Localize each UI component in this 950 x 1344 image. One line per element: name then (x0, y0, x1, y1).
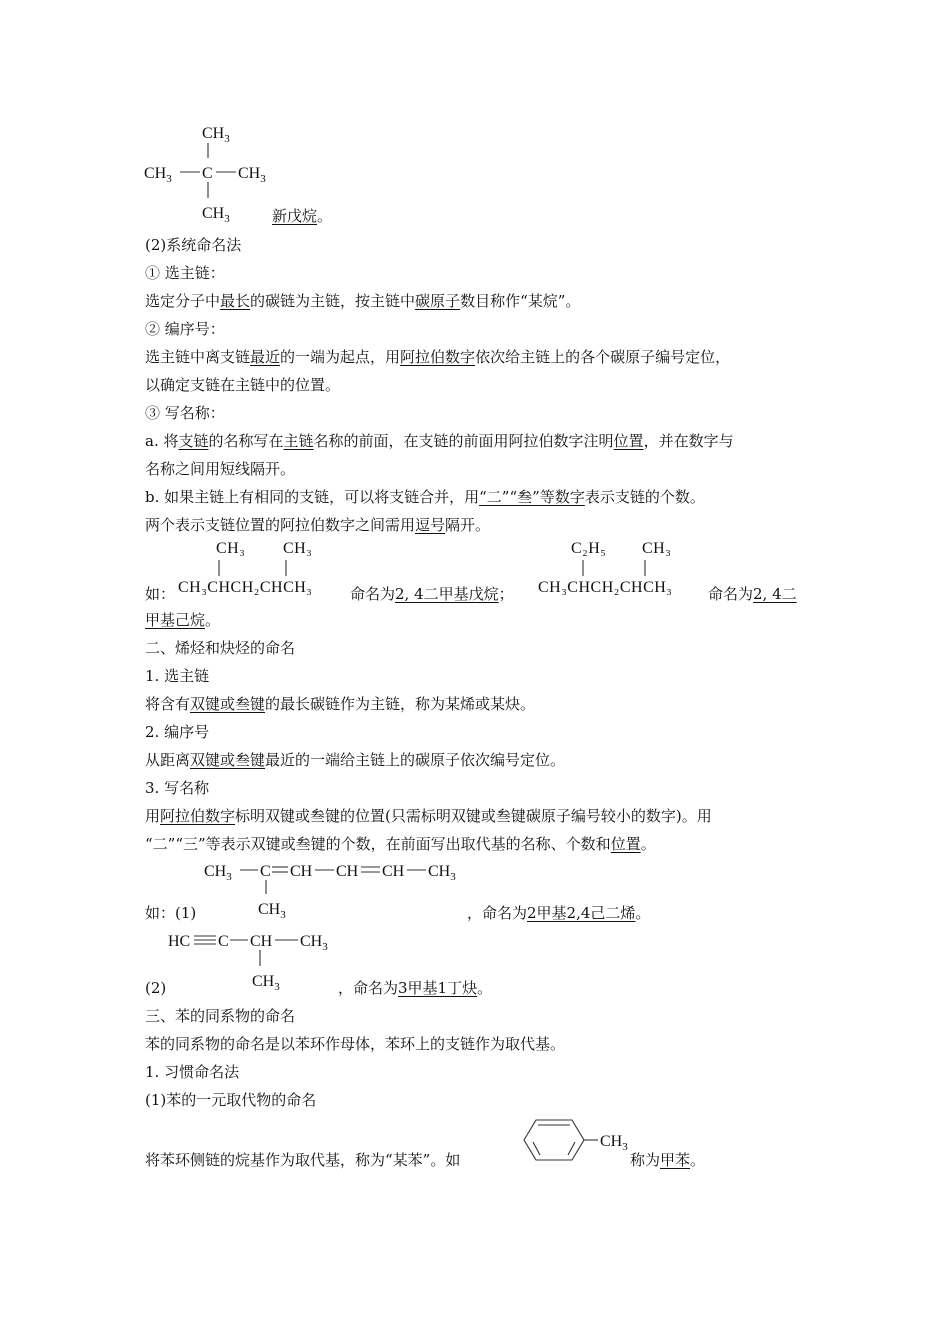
ex2-formula: CH₃CHCH₂CHCH₃ (538, 579, 673, 596)
ex1-branch1: CH₃ (216, 540, 246, 557)
section-benzene-title: 三、苯的同系物的命名 (145, 1007, 296, 1025)
step3b-text: b. 如果主链上有相同的支链，可以将支链合并，用“二”“叁”等数字表示支链的个数。 (145, 488, 705, 506)
alkene-step2-text: 从距离双键或叁键最近的一端给主链上的碳原子依次编号定位。 (145, 751, 566, 769)
ex1-name: 2, 4二甲基戊烷 (395, 585, 499, 603)
svg-text:CH3: $CH_3$ (600, 1133, 628, 1153)
svg-text:C: C (218, 933, 229, 950)
neopentane-left-ch3: $CH_3$ (144, 165, 172, 185)
diene-structure (200, 856, 480, 926)
alkyne-prefix: (2) (145, 979, 167, 997)
ex1-formula: CH₃CHCH₂CHCH₃ (178, 579, 313, 596)
ex1-branch2: CH₃ (283, 540, 313, 557)
alkene-step2-title: 2. 编序号 (145, 723, 210, 741)
ex2-name-line2: 甲基己烷。 (145, 611, 221, 629)
step3-title: ③ 写名称： (145, 404, 225, 422)
step1-title: ① 选主链： (145, 264, 225, 282)
svg-text:CH3: $CH_3$ (428, 863, 456, 883)
alkyne-structure (166, 926, 366, 996)
ex2-branch2: CH₃ (642, 540, 672, 557)
alkyne-name-line: ，命名为3甲基1丁炔。 (338, 979, 493, 997)
benzene-habit-title: 1. 习惯命名法 (145, 1063, 240, 1081)
alkyne-name: 3甲基1丁炔 (398, 979, 478, 997)
neopentane-top-ch3: $CH_3$ (202, 125, 230, 145)
benzene-mono-title: (1)苯的一元取代物的命名 (145, 1091, 317, 1109)
alkene-step3-text-line2: “二”“三”等表示双键或叁键的个数，在前面写出取代基的名称、个数和位置。 (145, 835, 656, 853)
svg-text:C: C (260, 863, 271, 880)
svg-text:CH3: $CH_3$ (204, 863, 232, 883)
step3b-text-line2: 两个表示支链位置的阿拉伯数字之间需用逗号隔开。 (145, 516, 491, 534)
ex2-name-line: 命名为2, 4二 (708, 585, 797, 603)
ex2-branch1: C₂H₅ (571, 540, 607, 557)
alkene-step1-text: 将含有双键或叁键的最长碳链作为主链，称为某烯或某炔。 (145, 695, 536, 713)
neopentane-bottom-ch3: $CH_3$ (202, 205, 230, 225)
neopentane-name-line: 新戊烷。 (272, 207, 333, 225)
step1-text: 选定分子中最长的碳链为主链，按主链中碳原子数目称作“某烷”。 (145, 292, 581, 310)
ex1-name-line: 命名为2, 4二甲基戊烷； (350, 585, 514, 603)
step3a-text-line2: 名称之间用短线隔开。 (145, 460, 296, 478)
step2-text: 选主链中离支链最近的一端为起点，用阿拉伯数字依次给主链上的各个碳原子编号定位， (145, 348, 731, 366)
section-alkene-title: 二、烯烃和炔烃的命名 (145, 639, 296, 657)
toluene-name: 甲苯 (660, 1151, 691, 1169)
diene-name-line: ，命名为2甲基2,4己二烯。 (467, 904, 651, 922)
diene-prefix: 如：(1) (145, 904, 197, 922)
diene-name: 2甲基2,4己二烯 (527, 904, 636, 922)
ex1-prefix: 如： (145, 585, 176, 603)
svg-text:CH: CH (382, 863, 405, 880)
step2-text-line2: 以确定支链在主链中的位置。 (145, 376, 341, 394)
toluene-name-line: 称为甲苯。 (630, 1151, 706, 1169)
svg-text:CH3: $CH_3$ (258, 901, 286, 921)
alkene-step3-title: 3. 写名称 (145, 779, 210, 797)
toluene-text: 将苯环侧链的烷基作为取代基，称为“某苯”。如 (145, 1151, 461, 1169)
alkene-step3-text: 用阿拉伯数字标明双键或叁键的位置(只需标明双键或叁键碳原子编号较小的数字)。用 (145, 807, 712, 825)
svg-text:CH3: $CH_3$ (252, 973, 280, 993)
neopentane-center-c: C (202, 165, 213, 182)
neopentane-name: 新戊烷 (272, 207, 318, 225)
neopentane-right-ch3: $CH_3$ (238, 165, 266, 185)
alkene-step1-title: 1. 选主链 (145, 667, 210, 685)
svg-text:CH: CH (290, 863, 313, 880)
step3a-text: a. 将支链的名称写在主链名称的前面，在支链的前面用阿拉伯数字注明位置，并在数字与 (145, 432, 734, 450)
svg-text:CH3: $CH_3$ (300, 933, 328, 953)
svg-text:CH: CH (250, 933, 273, 950)
svg-text:HC: HC (168, 933, 191, 950)
svg-text:CH: CH (336, 863, 359, 880)
ex1-bonds (0, 0, 950, 620)
benzene-intro: 苯的同系物的命名是以苯环作母体，苯环上的支链作为取代基。 (145, 1035, 566, 1053)
section-systematic-title: (2)系统命名法 (145, 236, 242, 254)
step2-title: ② 编序号： (145, 320, 225, 338)
